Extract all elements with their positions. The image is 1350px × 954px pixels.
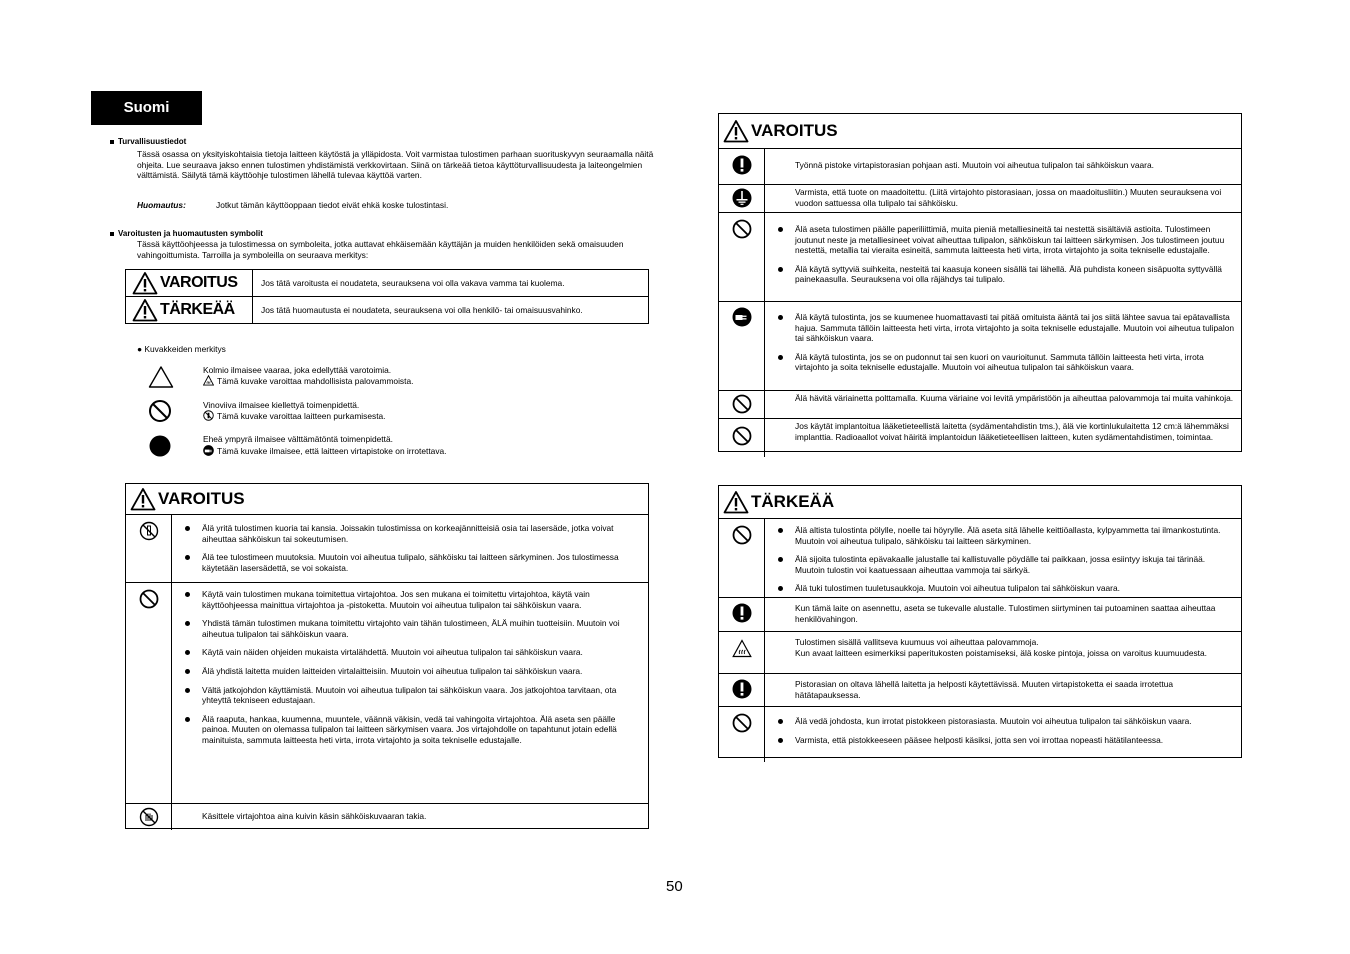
warning-row-content: Varmista, että tuote on maadoitettu. (Liitä virtajohto pistorasiaan, jossa on maadoitusliitin.) Muuten seurauksena voi vuodon sattuessa olla tulipalo tai sähköisku. [795, 187, 1222, 208]
legend-label-warning [126, 270, 253, 297]
bullet-item: Käytä vain näiden ohjeiden mukaista virtalähdettä. Muutoin voi aiheutua tulipalon tai sähköiskun vaara. [180, 647, 642, 658]
picture-example-text: Tämä kuvake varoittaa laitteen purkamisesta. [217, 411, 386, 421]
warning-row-content: Älä hävitä väriainetta polttamalla. Kuuma väriaine voi levitä ympäristöön ja aiheuttaa palovammoja tai muita vahinkoja. [795, 393, 1234, 403]
prohibition-icon [732, 426, 752, 446]
warning-row-icon-cell [719, 149, 765, 184]
legend-table [125, 269, 649, 324]
warning-row [719, 185, 1241, 213]
prohibition-icon [732, 394, 752, 414]
picture-example-prohibition [203, 410, 386, 422]
prohibition-icon [732, 219, 752, 239]
legend-text-important: Jos tätä huomautusta ei noudateta, seurauksena voi olla henkilö- tai omaisuusvahinko. [253, 297, 649, 324]
legend-word-warning: VAROITUS [160, 274, 238, 291]
symbols-heading-text: Varoitusten ja huomautusten symbolit [118, 229, 263, 238]
bullet-item: Vältä jatkojohdon käyttämistä. Muutoin voi aiheutua tulipalon tai sähköiskun vaara. Jos jatkojohtoa tarvitaan, ota yhteyttä tekniseen edustajaan. [180, 685, 642, 706]
warning-row-content [172, 515, 648, 582]
hot-surface-icon [203, 375, 214, 386]
legend-row-warning [126, 270, 649, 297]
warning-row-content: Jos käytät implantoitua lääketieteellistä laitetta (sydämentahdistin tms.), älä vie kortinlukulaitetta 12 cm:ä lähemmäksi implanttia. Radioaallot voivat häiritä implantoidun lääketieteellisen laitteen, kuten sydämentahdistimen, toimintaa. [795, 421, 1229, 442]
warning-row-icon-cell [126, 804, 172, 830]
prohibition-icon [732, 713, 752, 733]
filled-circle-icon [149, 435, 171, 457]
important-box-title-text: TÄRKEÄÄ [751, 492, 835, 511]
important-row-icon-cell [719, 598, 765, 631]
legend-word-important: TÄRKEÄÄ [160, 301, 235, 318]
warning-box-title-text: VAROITUS [158, 489, 245, 508]
bullet-item: Käytä vain tulostimen mukana toimitettua virtajohtoa. Jos sen mukana ei toimitettu virtajohtoa, käytä vain käyttöohjeessa mainittua virtajohtoa ja -pistoketta. Muutoin voi aiheutua tulipalon tai sähköiskun vaara. [180, 589, 642, 610]
safety-heading [110, 137, 186, 146]
important-row-content [765, 519, 1241, 597]
no-disassembly-icon [203, 410, 214, 421]
warning-row-content: Käsittele virtajohtoa aina kuivin käsin sähköiskuvaaran takia. [202, 811, 427, 821]
warning-row [719, 302, 1241, 391]
prohibition-icon [139, 589, 159, 609]
picture-example-text: Tämä kuvake varoittaa mahdollisista palovammoista. [217, 376, 414, 386]
bullet-item: Älä yhdistä laitetta muiden laitteiden virtalaitteisiin. Muutoin voi aiheutua tulipalon tai sähköiskun vaara. [180, 666, 642, 677]
picture-example-text: Tämä kuvake ilmaisee, että laitteen virtapistoke on irrotettava. [217, 446, 447, 456]
warning-row-content [765, 213, 1241, 301]
important-row-icon-cell [719, 707, 765, 762]
symbols-body: Tässä käyttöohjeessa ja tulostimessa on symboleita, jotka auttavat ehkäisemään käyttäjän ja muiden henkilöiden sekä omaisuuden vahingoittumista. Tarroilla ja symboleilla on seuraava merkitys: [137, 239, 624, 260]
unplug-icon [203, 445, 214, 456]
mandatory-exclamation-icon [732, 603, 752, 623]
important-row [719, 707, 1241, 762]
picture-line-prohibition: Vinoviiva ilmaisee kiellettyä toimenpidettä. [203, 400, 360, 410]
mandatory-exclamation-icon [732, 679, 752, 699]
bullet-item: Älä yritä tulostimen kuoria tai kansia. Joissakin tulostimissa on korkeajännitteisiä osia tai lasersäde, jotka voivat aiheuttaa sähköiskun tai sokeutumisen. [180, 523, 642, 544]
warning-row [126, 583, 648, 804]
bullet-item: Älä tuki tulostimen tuuletusaukkoja. Muutoin voi aiheutua tulipalon tai sähköiskun vaara. [773, 583, 1235, 594]
no-wet-hands-icon [139, 807, 159, 827]
safety-body: Tässä osassa on yksityiskohtaisia tietoja laitteen käytöstä ja ylläpidosta. Voit varmistaa tulostimen parhaan suorituskyvyn seuraamalla näitä ohjeita. Lue seuraava jakso ennen tulostimen yhdistämistä verkkovirtaan. Siinä on tärkeää tietoa käyttöturvallisuudesta ja laiteongelmien välttämistä. Säilytä tämä käyttöohje tulostimen lähellä tulevaa käyttöä varten. [137, 149, 654, 181]
important-row-icon-cell [719, 674, 765, 706]
ground-icon [732, 188, 752, 208]
warning-row-content [172, 583, 648, 803]
prohibition-icon [732, 525, 752, 545]
warning-row-icon-cell [126, 583, 172, 803]
warning-triangle-icon [130, 487, 156, 511]
warning-row [719, 149, 1241, 185]
important-box-title [719, 486, 1241, 519]
warning-row-icon-cell [719, 185, 765, 212]
warning-box-right [718, 113, 1242, 452]
warning-row-icon-cell [719, 419, 765, 457]
picture-line-circle: Eheä ympyrä ilmaisee välttämätöntä toimenpidettä. [203, 434, 393, 444]
note-text: Jotkut tämän käyttöoppaan tiedot eivät ehkä koske tulostintasi. [216, 200, 449, 210]
warning-row-icon-cell [719, 213, 765, 301]
important-row [719, 632, 1241, 674]
important-row-icon-cell [719, 519, 765, 597]
language-tab: Suomi [91, 91, 202, 125]
picture-line-triangle: Kolmio ilmaisee vaaraa, joka edellyttää varotoimia. [203, 365, 392, 375]
warning-box-title [719, 114, 1241, 149]
warning-triangle-icon [723, 490, 749, 514]
picture-example-circle [203, 445, 447, 457]
warning-row-content [765, 302, 1241, 390]
important-row-content: Pistorasian on oltava lähellä laitetta ja helposti käytettävissä. Muuten virtapistoketta ei saada irrotettua hätätapauksessa. [795, 679, 1174, 700]
picture-example-triangle [203, 375, 413, 387]
bullet-item: Älä käytä tulostinta, jos se kuumenee huomattavasti tai pitää omituista ääntä tai jos siitä lähtee savua tai epätavallista hajua. Sammuta tällöin laitteesta heti virta, irrota virtajohto ja soita tekniselle edustajalle. Muutoin voi aiheutua tulipalon tai sähköiskun vaara. [773, 312, 1235, 344]
bullet-item: Varmista, että pistokkeeseen pääsee helposti käsiksi, jotta sen voi irrottaa nopeasti hätätilanteessa. [773, 735, 1235, 746]
bullet-item: Älä aseta tulostimen päälle paperiliittimiä, muita pieniä metalliesineitä tai nestettä sisältäviä astioita. Tulostimeen joutunut neste ja metalliesineet voivat aiheuttaa tulipalon, sähköiskun tai laitteen särkymisen. Jos tulostimeen joutuu nestettä, metallia tai vieraita esineitä, sammuta laitteesta heti virta, irrota virtajohto ja soita tekniselle edustajalle. [773, 224, 1235, 256]
legend-text-warning: Jos tätä varoitusta ei noudateta, seurauksena voi olla vakava vamma tai kuolema. [253, 270, 649, 297]
prohibition-icon [148, 399, 172, 423]
warning-box-title-text: VAROITUS [751, 121, 838, 140]
legend-label-important [126, 297, 253, 324]
warning-row-content: Työnnä pistoke virtapistorasian pohjaan asti. Muutoin voi aiheutua tulipalon tai sähköiskun vaara. [795, 160, 1154, 170]
bullet-item: Älä käytä syttyviä suihkeita, nesteitä tai kaasuja koneen sisällä tai lähellä. Älä puhdista koneen sisäpuolta syttyvällä painekaasulla. Seurauksena voi olla räjähdys tai tulipalo. [773, 264, 1235, 285]
important-row-content [765, 707, 1241, 762]
bullet-item: Älä käytä tulostinta, jos se on pudonnut tai sen kuori on vaurioitunut. Sammuta tällöin laitteesta heti virta, irrota virtajohto ja soita tekniselle edustajalle. Muutoin voi aiheutua tulipalon tai sähköiskun vaara. [773, 352, 1235, 373]
warning-row-icon-cell [126, 515, 172, 582]
bullet-item: Älä tee tulostimeen muutoksia. Muutoin voi aiheutua tulipalo, sähköisku tai laitteen särkyminen. Jos tulostimessa käytetään lasersädettä, se voi sokaista. [180, 552, 642, 573]
warning-triangle-icon [723, 119, 749, 143]
bullet-item: Älä sijoita tulostinta epävakaalle jalustalle tai kallistuvalle pöydälle tai paikkaan, jossa esiintyy iskuja tai tärinää. Muutoin tulostin voi kaatuessaan aiheuttaa vammoja tai särkyä. [773, 554, 1235, 575]
warning-row [719, 419, 1241, 457]
warning-row [719, 391, 1241, 419]
symbols-heading [110, 229, 263, 238]
unplug-icon [732, 307, 752, 327]
hot-surface-icon [732, 639, 752, 659]
bullet-item: Älä vedä johdosta, kun irrotat pistokkeen pistorasiasta. Muutoin voi aiheutua tulipalon tai sähköiskun vaara. [773, 716, 1235, 727]
safety-heading-text: Turvallisuustiedot [118, 137, 187, 146]
important-row [719, 598, 1241, 632]
square-bullet-icon [110, 140, 114, 144]
important-row-content: Tulostimen sisällä vallitseva kuumuus voi aiheuttaa palovammoja. Kun avaat laitteen esimerkiksi paperitukosten poistamiseksi, älä koske pintoja, joissa on varoitus kuumuudesta. [795, 637, 1207, 658]
warning-row-icon-cell [719, 302, 765, 390]
page-number: 50 [666, 878, 683, 895]
bullet-item: Älä altista tulostinta pölylle, noelle tai höyrylle. Älä aseta sitä lähelle keittiöallasta, kylpyammetta tai ilmankostutinta. Muutoin voi aiheutua tulipalo, sähköisku tai laitteen särkyminen. [773, 525, 1235, 546]
note-label: Huomautus: [137, 200, 186, 210]
pictures-heading: ● Kuvakkeiden merkitys [137, 344, 226, 354]
warning-row [126, 515, 648, 583]
important-row-content: Kun tämä laite on asennettu, aseta se tukevalle alustalle. Tulostimen siirtyminen tai putoaminen saattaa aiheuttaa henkilövahingon. [795, 603, 1216, 624]
square-bullet-icon [110, 232, 114, 236]
mandatory-exclamation-icon [732, 155, 752, 175]
warning-row [126, 804, 648, 830]
important-row-icon-cell [719, 632, 765, 673]
warning-box-left [125, 483, 649, 829]
important-row [719, 519, 1241, 598]
legend-row-important [126, 297, 649, 324]
important-row [719, 674, 1241, 707]
warning-box-title [126, 484, 648, 515]
bullet-item: Yhdistä tämän tulostimen mukana toimitettu virtajohto vain tähän tulostimeen, ÄLÄ muihin tuotteisiin. Muutoin voi aiheutua tulipalon tai sähköiskun vaara. [180, 618, 642, 639]
triangle-icon [148, 365, 174, 389]
warning-row-icon-cell [719, 391, 765, 418]
no-disassembly-icon [139, 521, 159, 541]
warning-triangle-icon [132, 298, 158, 322]
warning-triangle-icon [132, 271, 158, 295]
bullet-item: Älä raaputa, hankaa, kuumenna, muuntele, väännä väkisin, vedä tai vahingoita virtajohtoa. Älä aseta sen päälle painoa. Muuten on olemassa tulipalon tai laitteen särkymisen vaara. Jos virtajohdolle on tapahtunut jotain edellä mainituista, sammuta laitteesta heti virta, irrota virtajohto ja soita tekniselle edustajalle. [180, 714, 642, 746]
warning-row [719, 213, 1241, 302]
important-box [718, 485, 1242, 758]
